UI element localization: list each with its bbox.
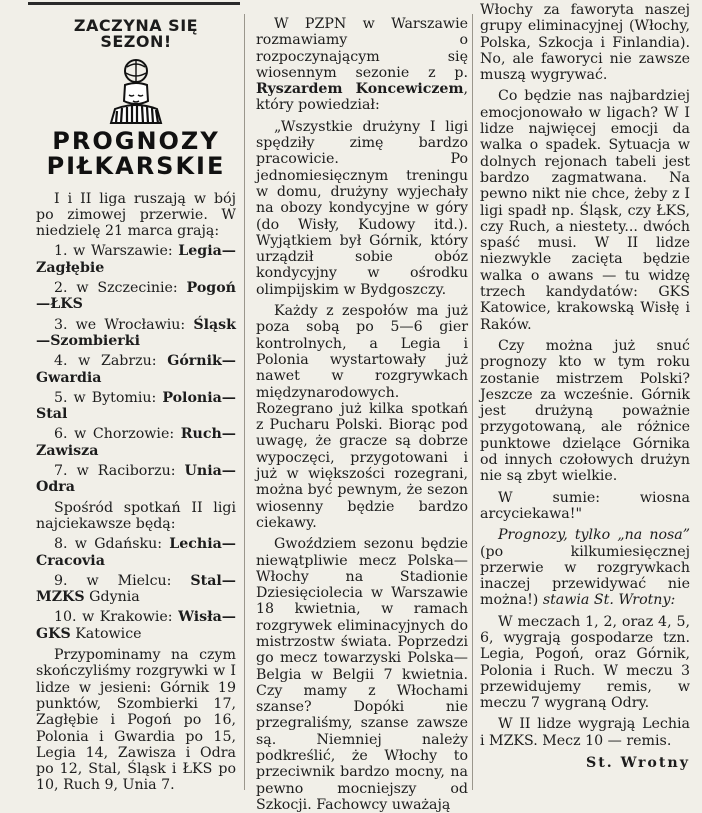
forecast-paragraph: W II lidze wygrają Lechia i MZKS. Mecz 10 — remis. (480, 716, 690, 749)
interviewee-name: Ryszardem Koncewiczem (256, 81, 464, 98)
match-item: 10. w Krakowie: Wisła—GKS Katowice (36, 609, 236, 642)
match-item: 3. we Wrocławiu: Śląsk—Szombierki (36, 316, 236, 349)
main-headline (36, 126, 236, 180)
article-paragraph: Czy można już snuć prognozy kto w tym roku zostanie mistrzem Polski? Jeszcze za wcześnie. Górnik jest drużyną poważnie przygotowaną, ale różnice punktowe dzielące Górnika od innych czołowych drużyn nie są zbyt wielkie. (480, 337, 690, 485)
header-rule (28, 2, 240, 5)
author-signature: St. Wrotny (585, 755, 690, 772)
article-paragraph: Gwoździem sezonu będzie niewątpliwie mecz Polska—Włochy na Stadionie Dziesięciolecia w Warszawie 18 kwietnia, w ramach rozgrywek eliminacyjnych do mistrzostw świata. Poprzedzi go mecz towarzyski Polska—Belgia w Belgii 7 kwietnia. Czy mamy z Włochami szanse? Dopóki nie przegraliśmy, szanse zawsze są. Niemniej należy podkreślić, że Włochy to przeciwnik bardzo mocny, na pewno mocniejszy od Szkocji. Fachowcy uważają (256, 536, 468, 813)
article-paragraph: Każdy z zespołów ma już poza sobą po 5—6 gier kontrolnych, a Legia i Polonia wystartowały już nawet w rozgrywkach międzynarodowych. Rozegrano już kilka spotkań z Pucharu Polski. Biorąc pod uwagę, że gracze są dobrze wypoczęci, przygotowani i już w większości rozegrani, można być pewnym, że sezon wiosenny będzie bardzo ciekawy. (256, 303, 468, 531)
interview-intro: W PZPN w Warszawie rozmawiamy o rozpoczynającym się wiosennym sezonie z p. Ryszardem Koncewiczem, który powiedział: (256, 16, 468, 114)
intro-paragraph: I i II liga ruszają w bój po zimowej przerwie. W niedzielę 21 marca grają: (36, 190, 236, 240)
article-paragraph: W sumie: wiosna arcyciekawa!" (480, 489, 690, 522)
match-item: 9. w Mielcu: Stal—MZKS Gdynia (36, 572, 236, 606)
column-divider (472, 14, 473, 790)
forecast-paragraph: W meczach 1, 2, oraz 4, 5, 6, wygrają gospodarze tzn. Legia, Pogoń, oraz Górnik, Polonia i Ruch. W meczu 3 przewidujemy remis, w meczu 7 wygraną Odry. (480, 613, 690, 712)
match-item: 7. w Raciborzu: Unia—Odra (36, 463, 236, 496)
match-item: 2. w Szczecinie: Pogoń—ŁKS (36, 280, 236, 313)
match-item: 8. w Gdańsku: Lechia—Cracovia (36, 536, 236, 569)
column-1 (36, 8, 236, 794)
standings-recap: Przypominamy na czym skończyliśmy rozgrywki w I lidze w jesieni: Górnik 19 punktów, Szombierki 17, Zagłębie i Pogoń po 16, Polonia i Gwardia po 15, Legia 14, Zawisza i Odra po 12, Stal, Śląsk i ŁKS po 10, Ruch 9, Unia 7. (36, 647, 236, 794)
league2-intro: Spośród spotkań II ligi najciekawsze będą: (36, 499, 236, 532)
column-2 (256, 16, 468, 813)
kicker-headline: ZACZYNA SIĘ SEZON! (73, 16, 199, 52)
article-paragraph: Włochy za faworyta naszej grupy eliminacyjnej (Włochy, Polska, Szkocja i Finlandia). No, ale faworyci nie zawsze muszą wygrywać. (480, 2, 690, 84)
column-divider (244, 14, 245, 790)
headline-line-1: PROGNOZY (52, 126, 220, 155)
column-3 (480, 2, 690, 771)
match-item: 6. w Chorzowie: Ruch—Zawisza (36, 426, 236, 459)
article-paragraph: „Wszystkie drużyny I ligi spędziły zimę bardzo pracowicie. Po jednomiesięcznym treningu w domu, drużyny wyjechały na obozy kondycyjne w góry (do Wisły, Kudowy itd.). Wyjątkiem był Górnik, który urządził sobie obóz kondycyjny w ośrodku olimpijskim w Bydgoszczy. (256, 118, 468, 298)
match-item: 5. w Bytomiu: Polonia—Stal (36, 389, 236, 423)
headline-line-2: PIŁKARSKIE (46, 151, 226, 180)
article-paragraph: Co będzie nas najbardziej emocjonowało w ligach? W I lidze najwięcej emocji da walka o spadek. Sytuacja w dolnych rejonach tabeli jest bardzo zagmatwana. Na pewno nikt nie chce, żeby z I ligi spadł np. Śląsk, czy ŁKS, czy Ruch, a niestety... dwóch spaść musi. W II lidze niezwykle zacięta będzie walka o awans — tu widzę trzech kandydatów: GKS Katowice, krakowską Wisłę i Raków. (480, 88, 690, 333)
forecast-intro: Prognozy, tylko „na nosa” (po kilkumiesięcznej przerwie w rozgrywkach inaczej przewidywać nie można!) stawia St. Wrotny: (480, 527, 690, 609)
footballer-head-with-ball-icon (101, 57, 171, 125)
match-item: 1. w Warszawie: Legia—Zagłębie (36, 243, 236, 276)
match-item: 4. w Zabrzu: Górnik—Gwardia (36, 353, 236, 386)
